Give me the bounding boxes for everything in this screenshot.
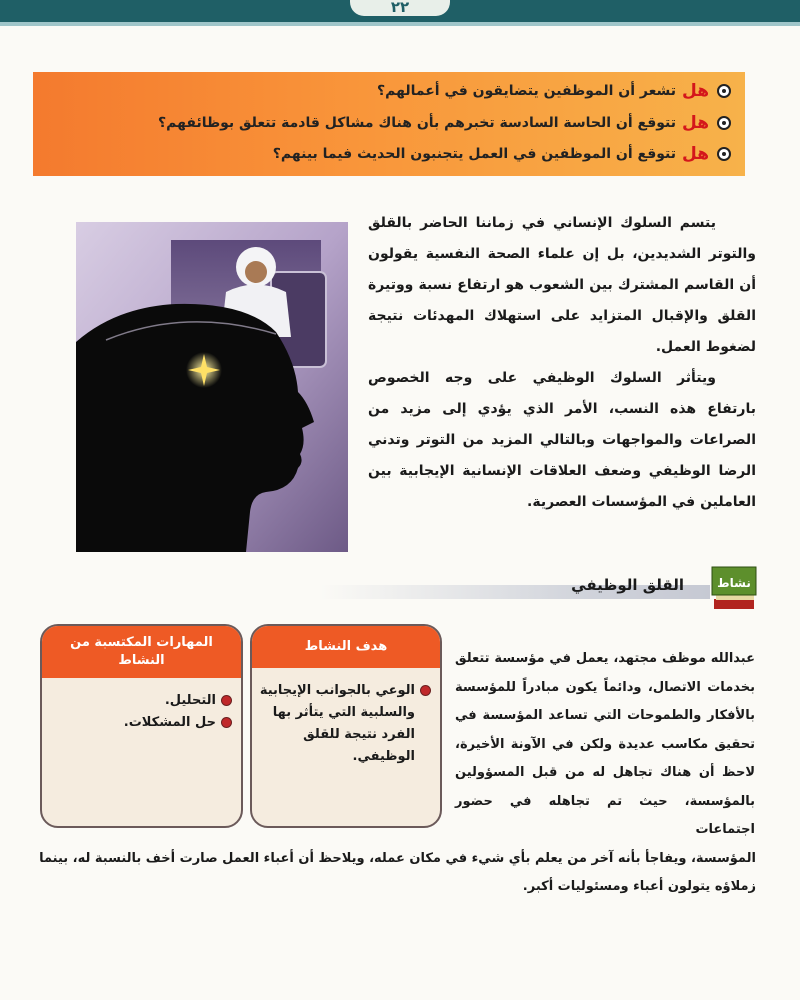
question-marker: هل [682,81,709,101]
skill-item: حل المشكلات. [48,712,231,734]
questions-box [33,72,745,176]
page-number: ٢٢ [350,0,450,16]
goal-box [250,624,442,828]
question-item [158,113,731,133]
top-bar-stripe [0,22,800,26]
skills-header: المهارات المكتسبة من النشاط [42,626,241,678]
question-text: تتوقع أن الحاسة السادسة تخبرهم بأن هناك مشاكل قادمة تتعلق بوظائفهم؟ [158,115,677,131]
stress-head-illustration [76,222,348,552]
bullet-icon [717,116,731,130]
bullet-icon [222,718,231,727]
skills-box [40,624,243,828]
paragraph: ويتأثر السلوك الوظيفي على وجه الخصوص بارتفاع هذه النسب، الأمر الذي يؤدي إلى مزيد من الصراعات والمواجهات وبالتالي المزيد من التوتر وتدني الرضا الوظيفي وضعف العلاقات الإنسانية الإيجابية بين العاملين في المؤسسات العصرية. [368,370,756,510]
question-marker: هل [682,113,709,133]
goal-header: هدف النشاط [252,626,440,668]
activity-story-continued: المؤسسة، ويفاجأ بأنه آخر من يعلم بأي شيء في مكان عمله، ويلاحظ أن أعباء العمل صارت أخف بالنسبة له، بينما زملاؤه يتولون أعباء ومسئوليات أكبر. [39,851,756,894]
question-item [377,81,731,101]
activity-icon-label: نشاط [717,576,751,590]
goal-item: الوعي بالجوانب الإيجابية والسلبية التي يتأثر بها الفرد نتيجة للقلق الوظيفي. [258,680,430,768]
question-marker: هل [682,144,709,164]
question-text: تشعر أن الموظفين يتضايقون في أعمالهم؟ [376,83,677,99]
paragraph: يتسم السلوك الإنساني في زماننا الحاضر بالقلق والتوتر الشديدين، بل إن علماء الصحة النفسية يقولون أن القاسم المشترك بين الشعوب هو ارتفاع نسبة ووتيرة القلق والإقبال المتزايد على استهلاك المهدئات نتيجة لضغوط العمل. [368,215,756,355]
intro-paragraphs [368,208,756,518]
bullet-icon [421,686,430,695]
activity-books-icon [710,563,758,613]
activity-title: القلق الوظيفي [571,576,684,594]
activity-story: عبدالله موظف مجتهد، يعمل في مؤسسة تتعلق بخدمات الاتصال، ودائماً يكون مبادراً للمؤسسة بالأفكار والطموحات التي تساعد المؤسسة في تحقيق مكاسب عديدة ولكن في الآونة الأخيرة، لاحظ أن هناك تجاهل له من قبل المسؤولين بالمؤسسة، حيث تم تجاهله في حضور اجتماعات [455,651,755,837]
bullet-icon [717,84,731,98]
question-text: تتوقع أن الموظفين في العمل يتجنبون الحديث فيما بينهم؟ [272,146,677,162]
skill-item: التحليل. [48,690,231,712]
bullet-icon [717,147,731,161]
question-item [273,144,731,164]
bullet-icon [222,696,231,705]
